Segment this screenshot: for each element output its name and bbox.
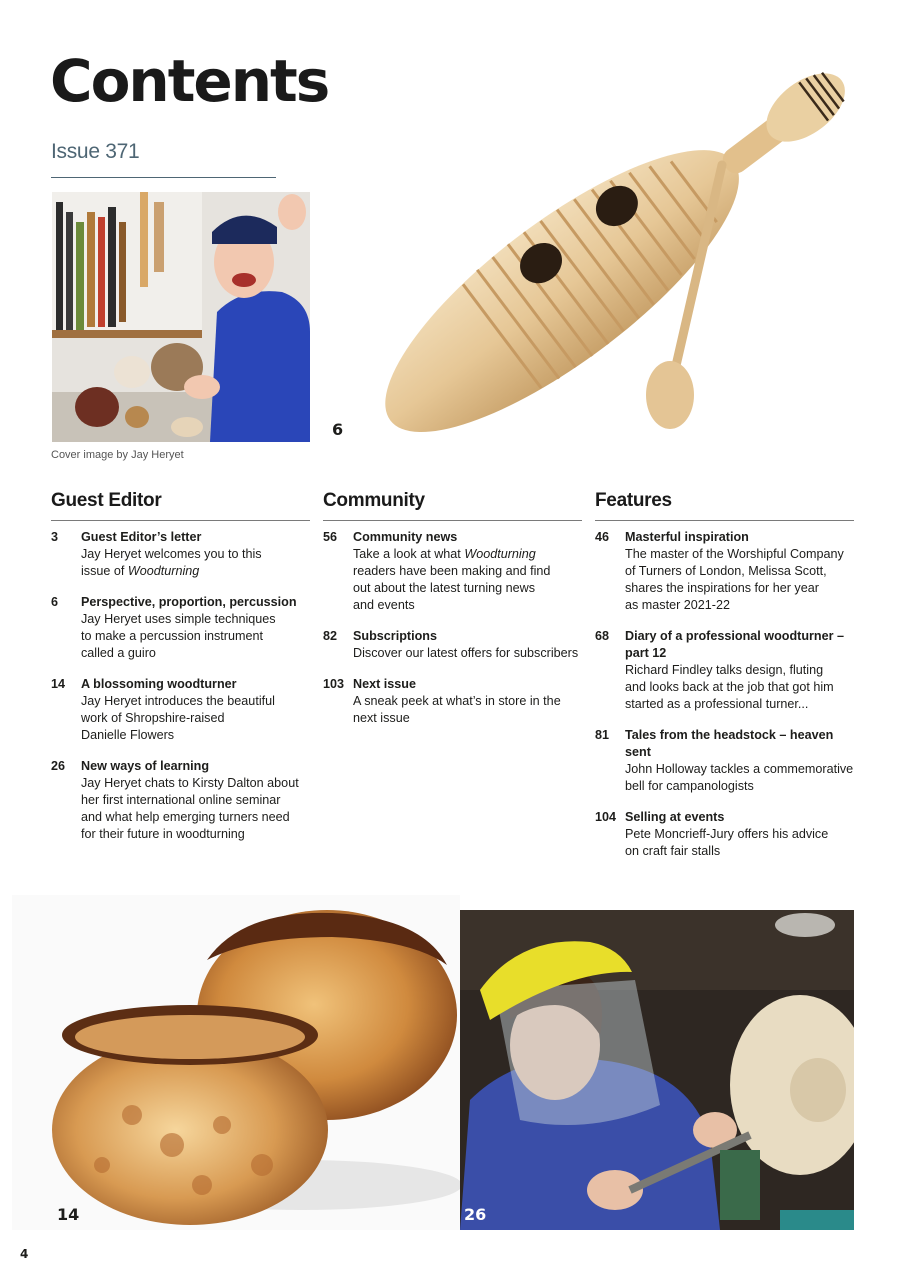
contents-entry[interactable] xyxy=(51,529,310,580)
entry-page: 56 xyxy=(323,530,338,544)
contents-entry[interactable] xyxy=(595,727,854,795)
contents-entry[interactable] xyxy=(323,529,582,614)
entry-title: Masterful inspiration xyxy=(625,530,749,544)
issue-number: Issue 371 xyxy=(51,140,140,163)
entry-desc-line: John Holloway tackles a commemorative xyxy=(625,762,854,776)
entry-page: 104 xyxy=(595,810,617,824)
guiro-page-ref: 6 xyxy=(332,420,344,439)
entry-desc-line: shares the inspirations for her year xyxy=(625,581,819,595)
contents-entry[interactable] xyxy=(595,529,854,614)
entry-desc-line: Take a look at what Woodturning xyxy=(353,547,536,561)
entry-title: Subscriptions xyxy=(353,629,437,643)
cover-caption: Cover image by Jay Heryet xyxy=(51,449,184,461)
entry-desc-line: bell for campanologists xyxy=(625,779,754,793)
entry-page: 26 xyxy=(51,759,66,773)
entry-page: 46 xyxy=(595,530,610,544)
entry-page: 14 xyxy=(51,677,66,691)
column-guest-editor xyxy=(51,490,310,843)
entry-title: Guest Editor’s letter xyxy=(81,530,202,544)
lathe-page-ref: 26 xyxy=(464,1205,487,1224)
contents-entry[interactable] xyxy=(595,809,854,860)
column-heading: Features xyxy=(595,490,854,521)
entry-desc-line: on craft fair stalls xyxy=(625,844,721,858)
entry-desc-line: as master 2021-22 xyxy=(625,598,731,612)
guiro-image xyxy=(330,50,870,450)
contents-entry[interactable] xyxy=(323,676,582,727)
contents-entry[interactable] xyxy=(595,628,854,713)
entry-title: Community news xyxy=(353,530,458,544)
column-features xyxy=(595,490,854,860)
entry-desc-line: Pete Moncrieff-Jury offers his advice xyxy=(625,827,829,841)
contents-entry[interactable] xyxy=(51,676,310,744)
entry-title: Perspective, proportion, percussion xyxy=(81,595,297,609)
column-community xyxy=(323,490,582,727)
entry-desc-line: Richard Findley talks design, fluting xyxy=(625,663,824,677)
entry-desc-line: next issue xyxy=(353,711,410,725)
contents-entry[interactable] xyxy=(323,628,582,662)
cover-photo xyxy=(52,192,310,442)
entry-page: 6 xyxy=(51,595,59,609)
entry-desc-line: Jay Heryet chats to Kirsty Dalton about xyxy=(81,776,299,790)
entry-desc-line: for their future in woodturning xyxy=(81,827,245,841)
entry-list xyxy=(51,521,310,843)
entry-page: 103 xyxy=(323,677,345,691)
page-folio: 4 xyxy=(20,1247,29,1261)
entry-title: Selling at events xyxy=(625,810,725,824)
entry-page: 81 xyxy=(595,728,610,742)
issue-rule xyxy=(51,177,276,178)
entry-desc-line: out about the latest turning news xyxy=(353,581,536,595)
bowls-photo xyxy=(12,895,460,1230)
entry-list xyxy=(595,521,854,860)
page-title: Contents xyxy=(50,47,329,115)
entry-desc-line: and events xyxy=(353,598,415,612)
entry-desc-line: work of Shropshire-raised xyxy=(81,711,225,725)
entry-desc-line: Jay Heryet uses simple techniques xyxy=(81,612,276,626)
entry-desc-line: Danielle Flowers xyxy=(81,728,175,742)
entry-title: Tales from the headstock – heaven sent xyxy=(625,728,834,759)
bowls-page-ref: 14 xyxy=(57,1205,80,1224)
entry-desc-line: issue of Woodturning xyxy=(81,564,200,578)
column-heading: Guest Editor xyxy=(51,490,310,521)
entry-desc-line: to make a percussion instrument xyxy=(81,629,263,643)
entry-desc-line: The master of the Worshipful Company xyxy=(625,547,844,561)
entry-desc-line: A sneak peek at what’s in store in the xyxy=(353,694,561,708)
entry-title: Diary of a professional woodturner – part 12 xyxy=(625,629,845,660)
entry-desc-line: called a guiro xyxy=(81,646,156,660)
entry-page: 82 xyxy=(323,629,338,643)
contents-entry[interactable] xyxy=(51,594,310,662)
entry-list xyxy=(323,521,582,727)
entry-page: 3 xyxy=(51,530,59,544)
entry-desc-line: Jay Heryet introduces the beautiful xyxy=(81,694,275,708)
entry-page: 68 xyxy=(595,629,610,643)
entry-desc-line: started as a professional turner... xyxy=(625,697,809,711)
column-heading: Community xyxy=(323,490,582,521)
entry-desc-line: Jay Heryet welcomes you to this xyxy=(81,547,262,561)
entry-desc-line: her first international online seminar xyxy=(81,793,281,807)
entry-desc-line: and what help emerging turners need xyxy=(81,810,290,824)
entry-desc-line: of Turners of London, Melissa Scott, xyxy=(625,564,827,578)
contents-entry[interactable] xyxy=(51,758,310,843)
entry-desc-line: and looks back at the job that got him xyxy=(625,680,834,694)
lathe-photo xyxy=(460,910,854,1230)
entry-title: New ways of learning xyxy=(81,759,210,773)
entry-title: A blossoming woodturner xyxy=(81,677,237,691)
entry-desc-line: Discover our latest offers for subscribers xyxy=(353,646,579,660)
entry-desc-line: readers have been making and find xyxy=(353,564,551,578)
entry-title: Next issue xyxy=(353,677,416,691)
